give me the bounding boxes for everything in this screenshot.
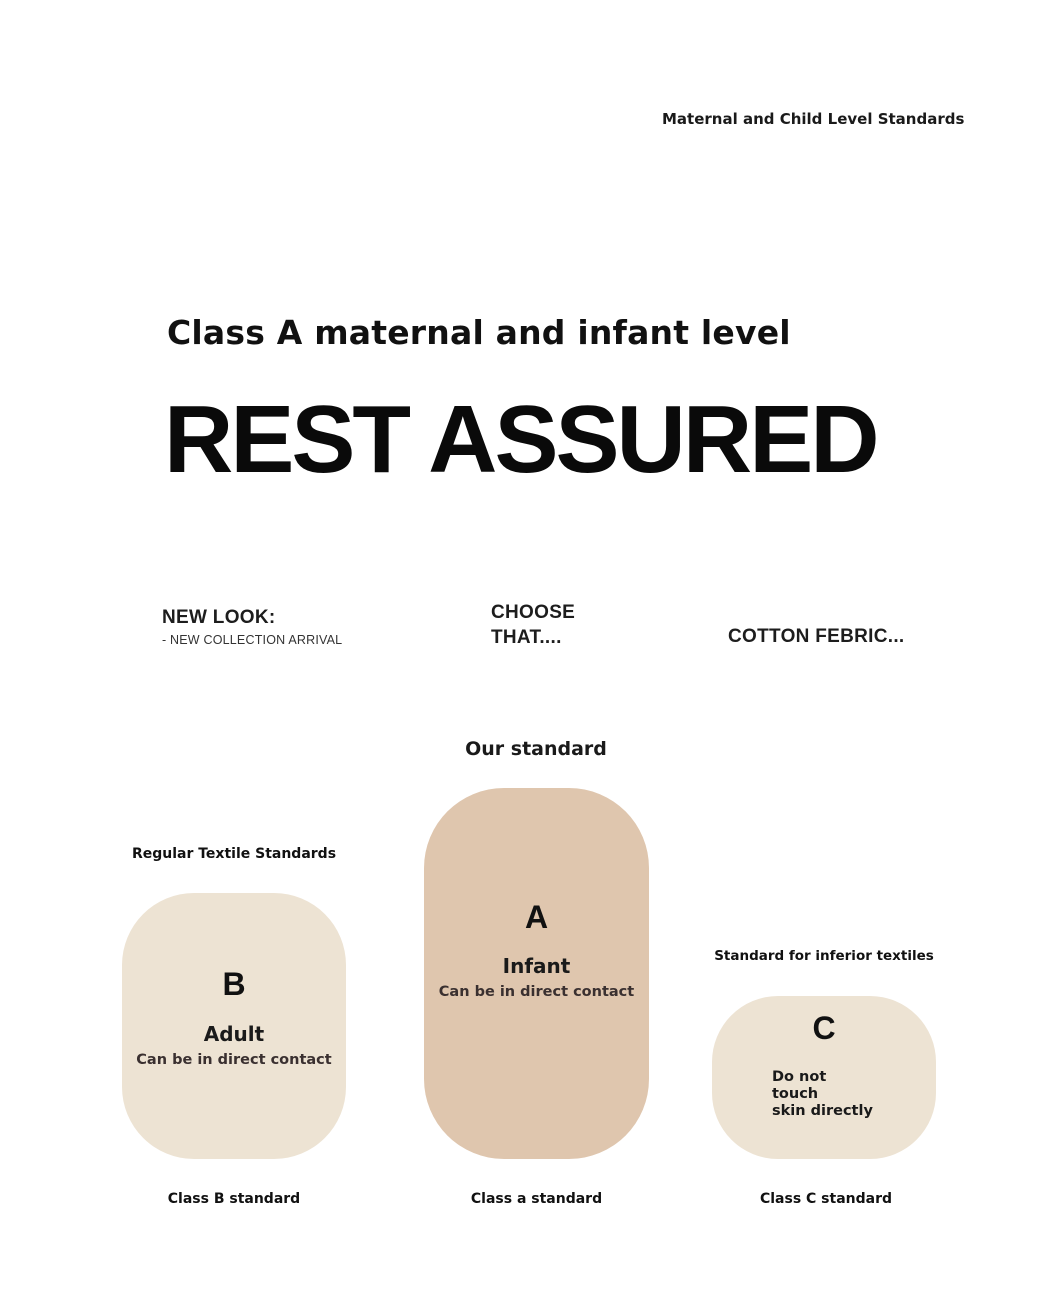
- hero-headline: REST ASSURED: [164, 386, 877, 493]
- section-title: Our standard: [465, 738, 607, 760]
- card-b-audience: Adult: [203, 1022, 265, 1046]
- tag-new-look-sub: - NEW COLLECTION ARRIVAL: [162, 633, 343, 647]
- label-regular-textile: Regular Textile Standards: [131, 846, 337, 862]
- footer-class-a: Class a standard: [470, 1191, 603, 1207]
- card-c-contact-line1: Do not touch: [772, 1069, 827, 1102]
- card-c-contact-line2: skin directly: [772, 1103, 873, 1119]
- card-a-letter: A: [524, 899, 549, 935]
- tag-new-look: NEW LOOK:: [162, 607, 276, 628]
- card-class-b: [122, 893, 346, 1159]
- tag-choose: [491, 600, 575, 650]
- top-right-label: Maternal and Child Level Standards: [662, 110, 965, 128]
- card-c-contact: [772, 1069, 876, 1120]
- card-class-c: [712, 996, 936, 1159]
- hero-subtitle: Class A maternal and infant level: [167, 313, 791, 352]
- tag-choose-line1: CHOOSE: [491, 602, 576, 623]
- card-c-letter: C: [812, 1010, 836, 1046]
- footer-class-c: Class C standard: [759, 1191, 893, 1207]
- card-b-letter: B: [222, 966, 246, 1002]
- footer-class-b: Class B standard: [167, 1191, 301, 1207]
- tag-cotton: COTTON FEBRIC...: [728, 626, 905, 647]
- card-class-a: [424, 788, 649, 1159]
- tag-choose-line2: THAT....: [491, 627, 562, 648]
- card-b-contact: Can be in direct contact: [136, 1052, 332, 1068]
- card-a-audience: Infant: [502, 954, 571, 978]
- label-inferior-textile: Standard for inferior textiles: [714, 948, 934, 964]
- card-a-contact: Can be in direct contact: [438, 984, 635, 1000]
